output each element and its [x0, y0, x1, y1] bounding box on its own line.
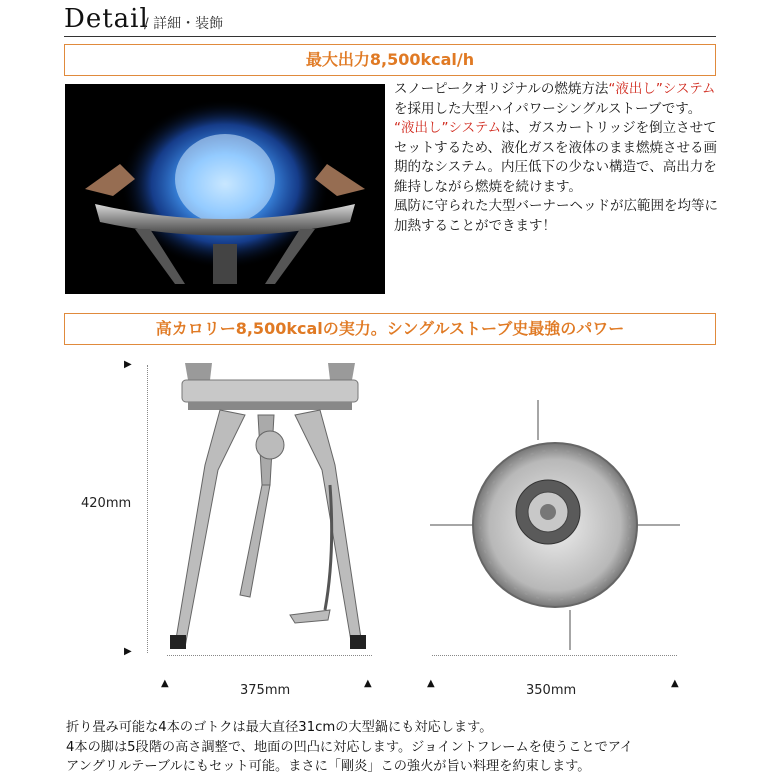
flame-illustration: [65, 84, 385, 294]
side-width-dimension: 375mm: [240, 683, 291, 698]
arrow-up-icon: ▲: [161, 678, 169, 689]
stove-top-illustration: [430, 400, 680, 650]
feature-line: 折り畳み可能な4本のゴトクは最大直径31cmの大型鍋にも対応します。: [66, 720, 493, 735]
description-text: [394, 80, 719, 236]
arrow-up-icon: ▲: [427, 678, 435, 689]
description-paragraph: 風防に守られた大型バーナーヘッドが広範囲を均等に加熱することができます！: [394, 198, 718, 234]
max-output-banner: 最大出力8,500kcal/h: [64, 44, 716, 76]
section-header: [64, 4, 716, 37]
feature-line: アングリルテーブルにもセット可能。まさに「剛炎」この強火が旨い料理を約束します。: [66, 759, 591, 774]
flame-photo: [65, 84, 385, 294]
height-dimension: 420mm: [81, 496, 132, 511]
power-banner: 高カロリー8,500kcalの実力。シングルストーブ史最強のパワー: [64, 313, 716, 345]
description-paragraph: スノーピークオリジナルの燃焼方法“液出し”システムを採用した大型ハイパワーシングルストーブです。: [394, 81, 716, 117]
arrow-up-icon: ▲: [364, 678, 372, 689]
highlight-text: “液出し”システム: [394, 120, 502, 136]
highlight-text: “液出し”システム: [608, 81, 716, 97]
height-guide-line: [147, 365, 148, 653]
stove-side-illustration: [150, 355, 380, 660]
top-width-dimension: 350mm: [526, 683, 577, 698]
arrow-right-icon: ▶: [124, 359, 132, 370]
feature-line: 4本の脚は5段階の高さ調整で、地面の凹凸に対応します。ジョイントフレームを使うことでアイ: [66, 739, 633, 755]
arrow-right-icon: ▶: [124, 646, 132, 657]
section-subtitle: / 詳細・装飾: [144, 16, 224, 32]
description-paragraph: “液出し”システムは、ガスカートリッジを倒立させてセットするため、液化ガスを液体のまま燃焼させる画期的なシステム。内圧低下の少ない構造で、高出力を維持しながら燃焼を続けます。: [394, 120, 718, 195]
width-guide-line: [432, 655, 677, 656]
feature-text: [66, 718, 766, 777]
section-title: Detail: [64, 4, 149, 34]
arrow-up-icon: ▲: [671, 678, 679, 689]
width-guide-line: [167, 655, 372, 656]
